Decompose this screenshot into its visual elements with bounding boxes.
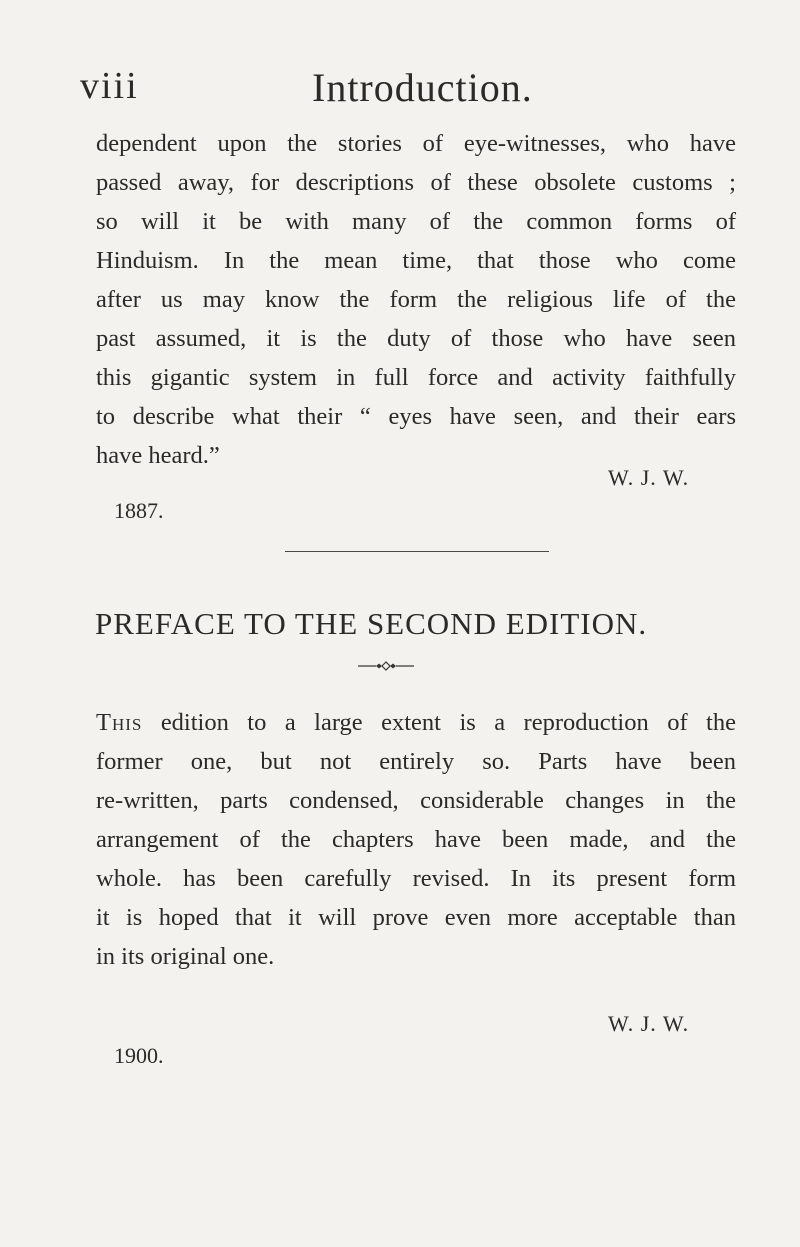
section-divider-rule (285, 551, 549, 552)
paragraph-line: to describe what their “ eyes have seen, and their ears (96, 403, 736, 430)
section-heading: PREFACE TO THE SECOND EDITION. (95, 606, 648, 641)
intro-date: 1887. (114, 498, 164, 523)
page-number: viii (80, 65, 139, 107)
paragraph-line: re-written, parts condensed, considerable changes in the (96, 787, 736, 814)
paragraph-line (96, 703, 736, 742)
running-head (80, 64, 720, 114)
paragraph-line: Hinduism. In the mean time, that those who come (96, 247, 736, 274)
paragraph-line: this gigantic system in full force and activity faithfully (96, 364, 736, 391)
paragraph-line-text: edition to a large extent is a reproduction of the (142, 709, 736, 736)
drop-word: This (96, 709, 143, 736)
second-preface-signature: W. J. W. (608, 1011, 690, 1036)
paragraph-line: passed away, for descriptions of these obsolete customs ; (96, 169, 736, 196)
paragraph-line: dependent upon the stories of eye-witnesses, who have (96, 130, 736, 157)
second-preface-date: 1900. (114, 1043, 164, 1068)
ornament-divider-icon (358, 660, 414, 672)
running-head-title: Introduction. (312, 65, 533, 110)
second-preface-paragraph (96, 703, 736, 976)
paragraph-line: past assumed, it is the duty of those who have seen (96, 325, 736, 352)
paragraph-line: after us may know the form the religious life of the (96, 286, 736, 313)
paragraph-line: in its original one. (96, 943, 275, 970)
intro-continuation-paragraph (96, 124, 736, 475)
paragraph-line: it is hoped that it will prove even more acceptable than (96, 904, 736, 931)
paragraph-line: former one, but not entirely so. Parts have been (96, 748, 736, 775)
paragraph-line: whole. has been carefully revised. In its present form (96, 865, 736, 892)
paragraph-line: have heard.” (96, 442, 220, 469)
paragraph-line: so will it be with many of the common forms of (96, 208, 736, 235)
paragraph-line: arrangement of the chapters have been made, and the (96, 826, 736, 853)
intro-signature: W. J. W. (608, 465, 690, 490)
